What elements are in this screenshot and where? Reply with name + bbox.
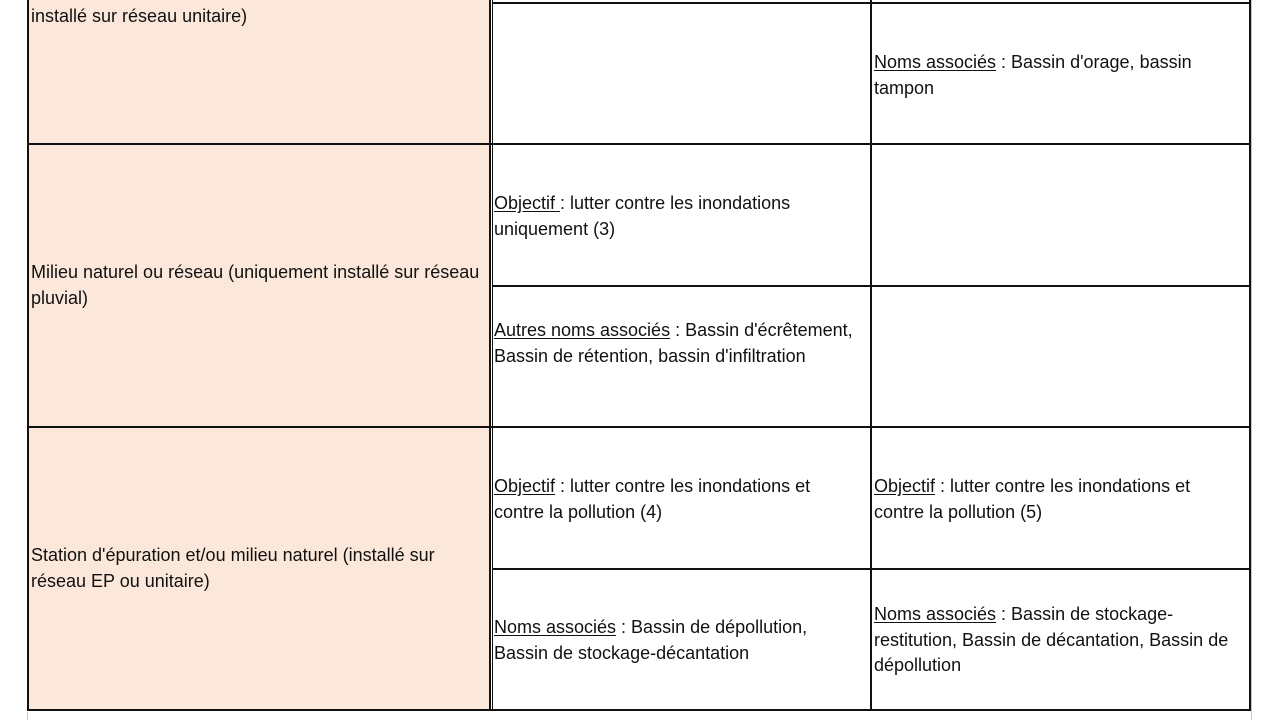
grid-line-left [27, 0, 29, 711]
objectif-label: Objectif [874, 476, 936, 496]
row2-col2-objectif-text [494, 191, 864, 242]
grid-line-row1-top [492, 2, 1251, 4]
row3-location-cell[interactable] [27, 427, 490, 711]
row3-col2-objectif-cell[interactable] [492, 428, 870, 569]
row1-location-cell[interactable] [27, 0, 490, 144]
noms-associes-label: Noms associés [874, 604, 997, 624]
sheet-gridline-right [1251, 0, 1252, 720]
grid-line-col2-left [492, 0, 493, 711]
noms-associes-label: Noms associés [874, 52, 997, 72]
row3-col3-objectif-text [874, 474, 1244, 525]
row2-col2-noms-cell[interactable] [492, 286, 870, 427]
autres-noms-value: : Bassin d'écrêtement, Bassin de rétention, bassin d'infiltration [494, 320, 853, 366]
grid-line-row3-mid [492, 568, 1251, 570]
row3-col2-noms-text [494, 615, 864, 666]
row3-col2-objectif-text [494, 474, 864, 525]
row3-col3-noms-text [874, 602, 1244, 679]
sheet-gridline-left [27, 712, 28, 720]
table [27, 0, 1252, 712]
grid-line-bottom [27, 709, 1251, 711]
grid-line-col2-right [870, 0, 872, 711]
objectif-value: : lutter contre les inondations et contre la pollution (4) [494, 476, 811, 522]
row3-col2-noms-cell[interactable] [492, 570, 870, 711]
row1-location-text: installé sur réseau unitaire) [31, 6, 248, 26]
row1-col3-noms-cell[interactable] [872, 3, 1250, 144]
objectif-value: : lutter contre les inondations et contre la pollution (5) [874, 476, 1191, 522]
row1-col3-noms-text [874, 50, 1244, 101]
grid-line-row3-top [27, 426, 1251, 428]
row2-col2-noms-text [494, 318, 864, 369]
grid-line-col1-right [489, 0, 491, 711]
row2-location-text: Milieu naturel ou réseau (uniquement installé sur réseau pluvial) [31, 262, 480, 308]
autres-noms-label: Autres noms associés [494, 320, 671, 340]
objectif-label: Objectif [494, 476, 556, 496]
objectif-label: Objectif [494, 193, 561, 213]
noms-associes-value: : Bassin d'orage, bassin tampon [874, 52, 1192, 98]
row2-col2-objectif-cell[interactable] [492, 145, 870, 286]
noms-associes-label: Noms associés [494, 617, 617, 637]
grid-line-row2-top [27, 143, 1251, 145]
grid-line-row2-mid [492, 285, 1251, 287]
row3-col3-objectif-cell[interactable] [872, 428, 1250, 569]
noms-associes-value: : Bassin de dépollution, Bassin de stockage-décantation [494, 617, 808, 663]
row3-location-text: Station d'épuration et/ou milieu naturel (installé sur réseau EP ou unitaire) [31, 545, 435, 591]
noms-associes-value: : Bassin de stockage-restitution, Bassin de décantation, Bassin de dépollution [874, 604, 1229, 675]
row2-location-cell[interactable] [27, 144, 490, 427]
objectif-value: : lutter contre les inondations uniquement (3) [494, 193, 791, 239]
row3-col3-noms-cell[interactable] [872, 570, 1250, 711]
